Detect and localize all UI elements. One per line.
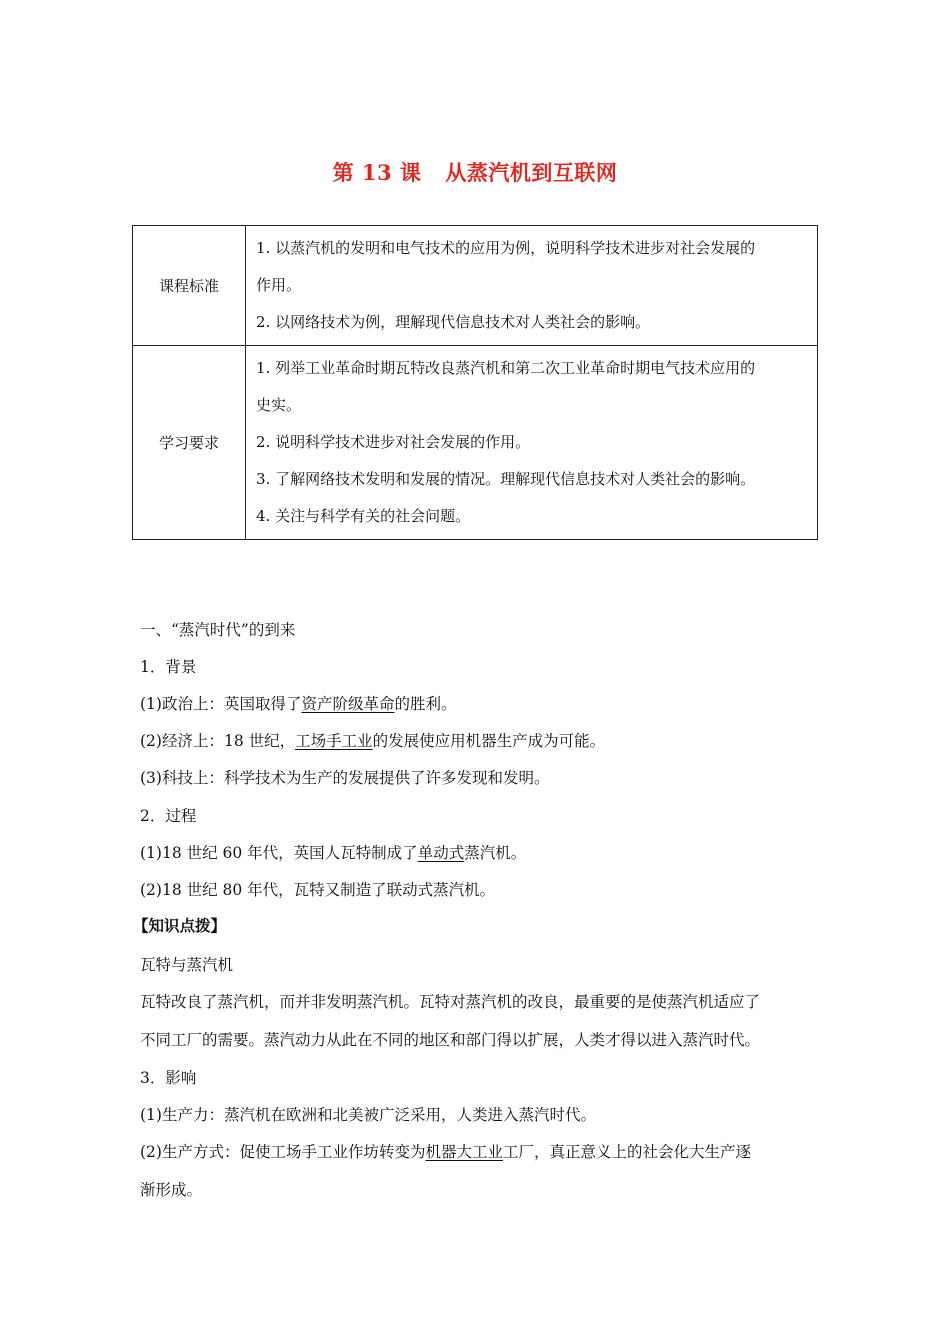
list-item: 2. 说明科学技术进步对社会发展的作用。 (256, 433, 531, 451)
tip-heading: 【知识点拨】 (133, 916, 227, 935)
text: (1)政治上：英国取得了 (140, 695, 302, 713)
list-item: 1. 列举工业革命时期瓦特改良蒸汽机和第二次工业革命时期电气技术应用的 (256, 359, 756, 377)
text: 的发展使应用机器生产成为可能。 (372, 732, 606, 750)
impact-item-2 (140, 1140, 751, 1162)
process-heading: 2．过程 (140, 807, 197, 825)
background-tech: (3)科技上：科学技术为生产的发展提供了许多发现和发明。 (140, 769, 550, 787)
course-standards-table (132, 225, 818, 540)
underlined-term: 单动式 (417, 844, 465, 862)
text: 蒸汽机。 (464, 844, 527, 862)
section-heading: 一、“蒸汽时代”的到来 (140, 621, 296, 639)
tip-body-line: 瓦特改良了蒸汽机，而并非发明蒸汽机。瓦特对蒸汽机的改良，最重要的是使蒸汽机适应了 (140, 993, 761, 1011)
tip-title: 瓦特与蒸汽机 (140, 956, 234, 974)
table-row (133, 346, 818, 540)
list-item: 史实。 (256, 396, 302, 414)
list-item: 作用。 (256, 276, 302, 294)
impact-item-2-continued: 渐形成。 (140, 1181, 203, 1199)
list-item: 3. 了解网络技术发明和发展的情况。理解现代信息技术对人类社会的影响。 (256, 470, 756, 488)
impact-heading: 3．影响 (140, 1069, 197, 1087)
background-politics (140, 692, 457, 714)
lesson-title (0, 157, 950, 187)
row-label-standards: 课程标准 (133, 226, 246, 346)
lesson-number: 第 13 课 (332, 160, 422, 185)
tip-body-line: 不同工厂的需要。蒸汽动力从此在不同的地区和部门得以扩展，人类才得以进入蒸汽时代。 (140, 1031, 761, 1049)
list-item: 1. 以蒸汽机的发明和电气技术的应用为例，说明科学技术进步对社会发展的 (256, 239, 756, 257)
background-heading: 1．背景 (140, 658, 197, 676)
lesson-name: 从蒸汽机到互联网 (445, 160, 618, 185)
requirements-content (246, 346, 818, 540)
underlined-term: 工场手工业 (295, 732, 373, 750)
process-item-2: (2)18 世纪 80 年代，瓦特又制造了联动式蒸汽机。 (140, 881, 496, 899)
process-item-1 (140, 841, 526, 863)
row-label-requirements: 学习要求 (133, 346, 246, 540)
text: (1)18 世纪 60 年代，英国人瓦特制成了 (140, 844, 418, 862)
text: 的胜利。 (394, 695, 457, 713)
background-economy (140, 729, 605, 751)
underlined-term: 资产阶级革命 (301, 695, 395, 713)
list-item: 2. 以网络技术为例，理解现代信息技术对人类社会的影响。 (256, 313, 651, 331)
impact-item-1: (1)生产力：蒸汽机在欧洲和北美被广泛采用，人类进入蒸汽时代。 (140, 1106, 596, 1124)
text: (2)生产方式：促使工场手工业作坊转变为 (140, 1143, 426, 1161)
text: 工厂，真正意义上的社会化大生产逐 (502, 1143, 751, 1161)
underlined-term: 机器大工业 (425, 1143, 503, 1161)
text: (2)经济上：18 世纪， (140, 732, 296, 750)
table-row (133, 226, 818, 346)
standards-content (246, 226, 818, 346)
list-item: 4. 关注与科学有关的社会问题。 (256, 507, 471, 525)
